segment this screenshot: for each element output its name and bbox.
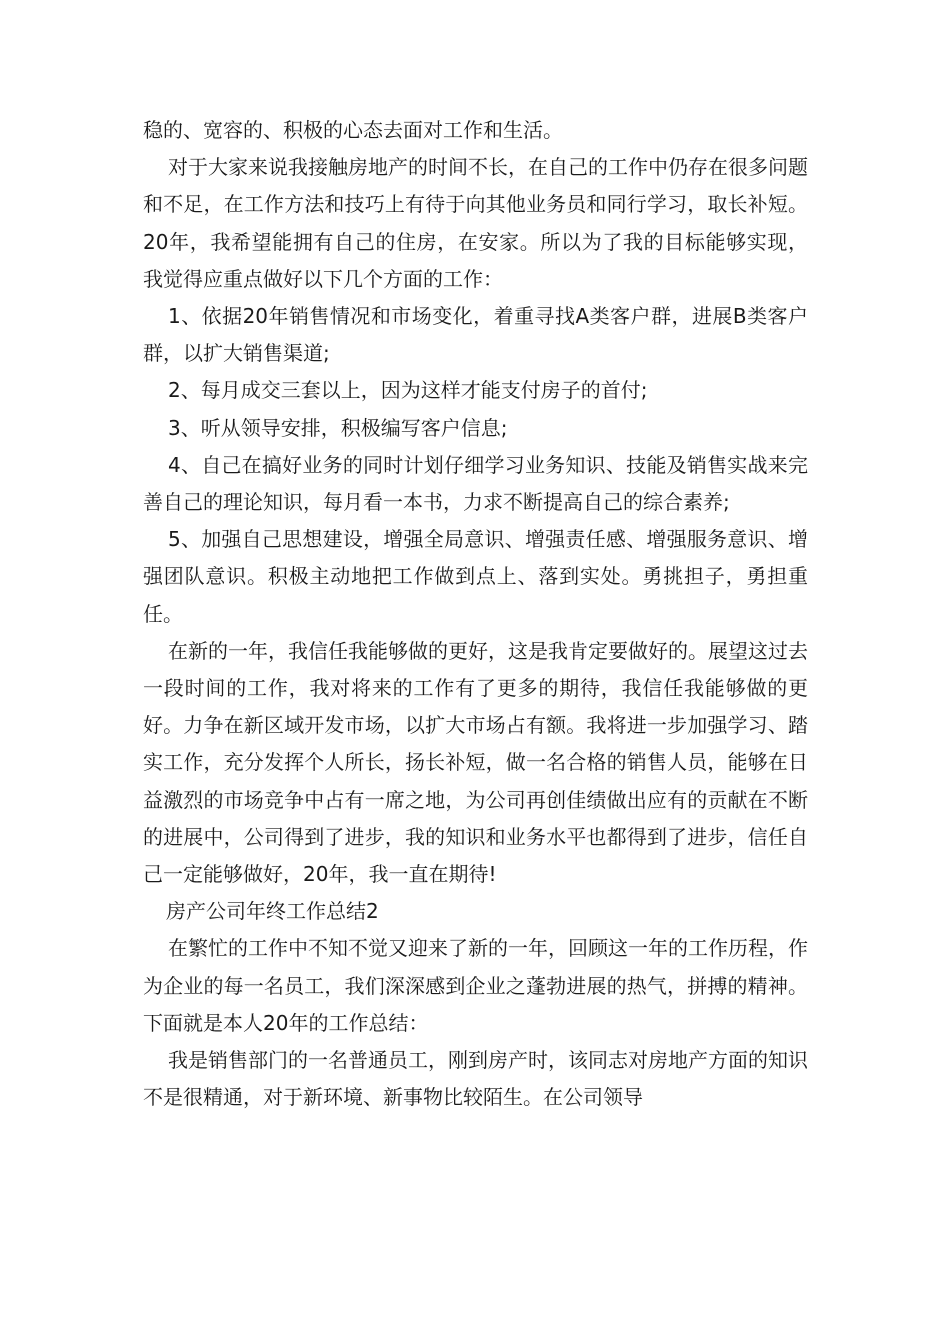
paragraph-employee: 我是销售部门的一名普通员工，刚到房产时，该同志对房地产方面的知识不是很精通，对于新环境、新事物比较陌生。在公司领导 (143, 1048, 808, 1110)
paragraph-outlook: 在新的一年，我信任我能够做的更好，这是我肯定要做好的。展望这过去一段时间的工作，我对将来的工作有了更多的期待，我信任我能够做的更好。力争在新区域开发市场，以扩大市场占有额。我将进一步加强学习、踏实工作，充分发挥个人所长，扬长补短，做一名合格的销售人员，能够在日益激烈的市场竞争中占有一席之地，为公司再创佳绩做出应有的贡献在不断的进展中，公司得到了进步，我的知识和业务水平也都得到了进步，信任自己一定能够做好，20年，我一直在期待! (143, 638, 808, 887)
list-item-3: 3、听从领导安排，积极编写客户信息; (168, 415, 508, 440)
list-item-5: 5、加强自己思想建设，增强全局意识、增强责任感、增强服务意识、增强团队意识。积极主动地把工作做到点上、落到实处。勇挑担子，勇担重任。 (143, 527, 808, 626)
paragraph-intro: 对于大家来说我接触房地产的时间不长，在自己的工作中仍存在很多问题和不足，在工作方法和技巧上有待于向其他业务员和同行学习，取长补短。20年，我希望能拥有自己的住房，在安家。所以为了我的目标能够实现，我觉得应重点做好以下几个方面的工作： (143, 155, 808, 291)
list-item-1: 1、依据20年销售情况和市场变化，着重寻找A类客户群，进展B类客户群，以扩大销售渠道; (143, 304, 808, 366)
paragraph-continuation: 稳的、宽容的、积极的心态去面对工作和生活。 (143, 118, 563, 142)
list-item-4: 4、自己在搞好业务的同时计划仔细学习业务知识、技能及销售实战来完善自己的理论知识，每月看一本书，力求不断提高自己的综合素养; (143, 452, 808, 515)
document-body (143, 112, 808, 1116)
section-heading: 房产公司年终工作总结2 (166, 899, 379, 924)
list-item-2: 2、每月成交三套以上，因为这样才能支付房子的首付; (168, 378, 648, 403)
paragraph-summary-intro: 在繁忙的工作中不知不觉又迎来了新的一年，回顾这一年的工作历程，作为企业的每一名员工，我们深深感到企业之蓬勃进展的热气，拼搏的精神。下面就是本人20年的工作总结： (143, 936, 808, 1035)
